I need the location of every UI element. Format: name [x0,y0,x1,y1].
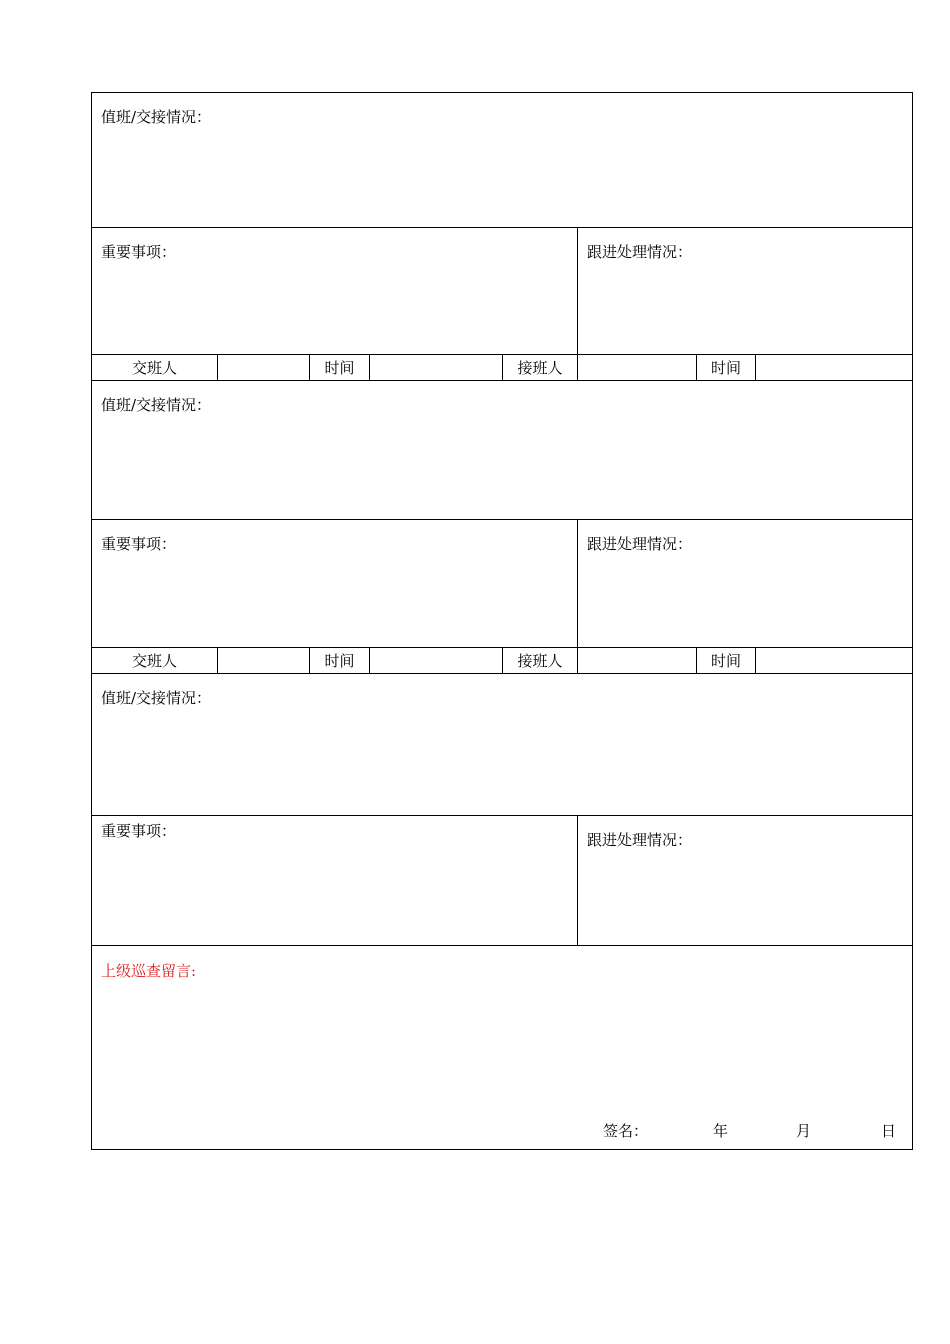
received-by-field[interactable] [578,648,697,673]
handover-time-label: 时间 [310,355,370,380]
handover-time-field[interactable] [370,648,503,673]
follow-up-label: 跟进处理情况： [587,243,693,261]
duty-handover-label: 值班/交接情况： [101,108,212,126]
received-time-field[interactable] [756,648,912,673]
handover-time-field[interactable] [370,355,503,380]
duty-handover-section-1[interactable] [91,92,913,228]
signature-label: 签名： [603,1122,649,1140]
handover-time-label: 时间 [310,648,370,673]
duty-handover-section-2[interactable] [91,380,913,520]
important-items-section-1[interactable] [91,227,578,355]
month-label: 月 [796,1122,812,1140]
year-label: 年 [713,1122,729,1140]
follow-up-section-3[interactable] [577,815,913,946]
received-time-label: 时间 [697,648,756,673]
shift-handover-form [91,92,913,1150]
day-label: 日 [881,1122,897,1140]
supervisor-comment-label: 上级巡查留言: [101,962,197,980]
duty-handover-section-3[interactable] [91,673,913,816]
handover-by-field[interactable] [218,648,310,673]
important-items-label: 重要事项： [101,535,177,553]
duty-handover-label: 值班/交接情况： [101,689,212,707]
follow-up-section-1[interactable] [577,227,913,355]
important-items-section-2[interactable] [91,519,578,648]
follow-up-section-2[interactable] [577,519,913,648]
follow-up-label: 跟进处理情况： [587,535,693,553]
handover-by-label: 交班人 [92,648,218,673]
important-items-label: 重要事项： [101,243,177,261]
received-by-label: 接班人 [503,355,578,380]
handover-row-2 [91,647,913,674]
handover-by-label: 交班人 [92,355,218,380]
important-items-section-3[interactable] [91,815,578,946]
handover-by-field[interactable] [218,355,310,380]
handover-row-1 [91,354,913,381]
received-by-label: 接班人 [503,648,578,673]
duty-handover-label: 值班/交接情况： [101,396,212,414]
important-items-label: 重要事项： [101,822,177,840]
received-by-field[interactable] [578,355,697,380]
follow-up-label: 跟进处理情况： [587,831,693,849]
supervisor-inspection-section[interactable] [91,945,913,1150]
received-time-field[interactable] [756,355,912,380]
received-time-label: 时间 [697,355,756,380]
